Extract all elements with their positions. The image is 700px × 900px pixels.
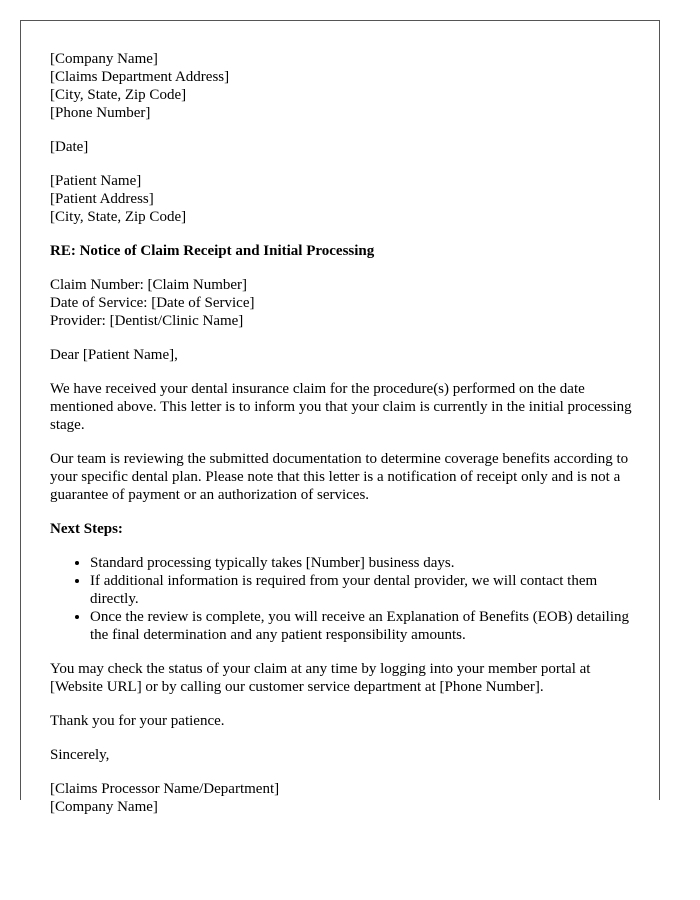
status-paragraph: You may check the status of your claim at any time by logging into your member portal at [Website URL] or by calling our customer service department at [Phone Number]. (50, 661, 591, 695)
sender-address: [Claims Department Address] (50, 69, 230, 85)
recipient-name: [Patient Name] (50, 173, 142, 189)
recipient-city-state-zip: [City, State, Zip Code] (50, 209, 187, 225)
letter-date: [Date] (50, 139, 89, 155)
date-block (50, 138, 640, 156)
sender-company-name: [Company Name] (50, 51, 158, 67)
provider: Provider: [Dentist/Clinic Name] (50, 313, 244, 329)
signature-company: [Company Name] (50, 799, 158, 815)
recipient-block (50, 172, 640, 226)
claim-number: Claim Number: [Claim Number] (50, 277, 248, 293)
list-item: • Standard processing typically takes [Number] business days. (90, 554, 640, 572)
next-steps-heading: Next Steps: (50, 521, 123, 537)
sender-phone: [Phone Number] (50, 105, 151, 121)
sender-city-state-zip: [City, State, Zip Code] (50, 87, 187, 103)
next-steps-list (50, 554, 640, 644)
subject-line: RE: Notice of Claim Receipt and Initial Processing (50, 243, 375, 259)
date-of-service: Date of Service: [Date of Service] (50, 295, 255, 311)
letter-content (50, 50, 640, 832)
body-paragraph-2: Our team is reviewing the submitted documentation to determine coverage benefits according to your specific dental plan. Please note that this letter is a notification of receipt only and is not a guarantee of payment or an authorization of services. (50, 451, 629, 503)
recipient-address: [Patient Address] (50, 191, 154, 207)
closing-line: Sincerely, (50, 747, 110, 763)
list-item: • If additional information is required from your dental provider, we will contact them directly. (90, 572, 640, 608)
signature-processor: [Claims Processor Name/Department] (50, 781, 280, 797)
salutation: Dear [Patient Name], (50, 347, 178, 363)
signature-block (50, 780, 640, 816)
claim-details-block (50, 276, 640, 330)
letter-page (20, 20, 660, 815)
thanks-line: Thank you for your patience. (50, 713, 225, 729)
list-item: • Once the review is complete, you will receive an Explanation of Benefits (EOB) detailing the final determination and any patient responsibility amounts. (90, 608, 640, 644)
sender-block (50, 50, 640, 122)
body-paragraph-1: We have received your dental insurance claim for the procedure(s) performed on the date mentioned above. This letter is to inform you that your claim is currently in the initial processing stage. (50, 381, 632, 433)
